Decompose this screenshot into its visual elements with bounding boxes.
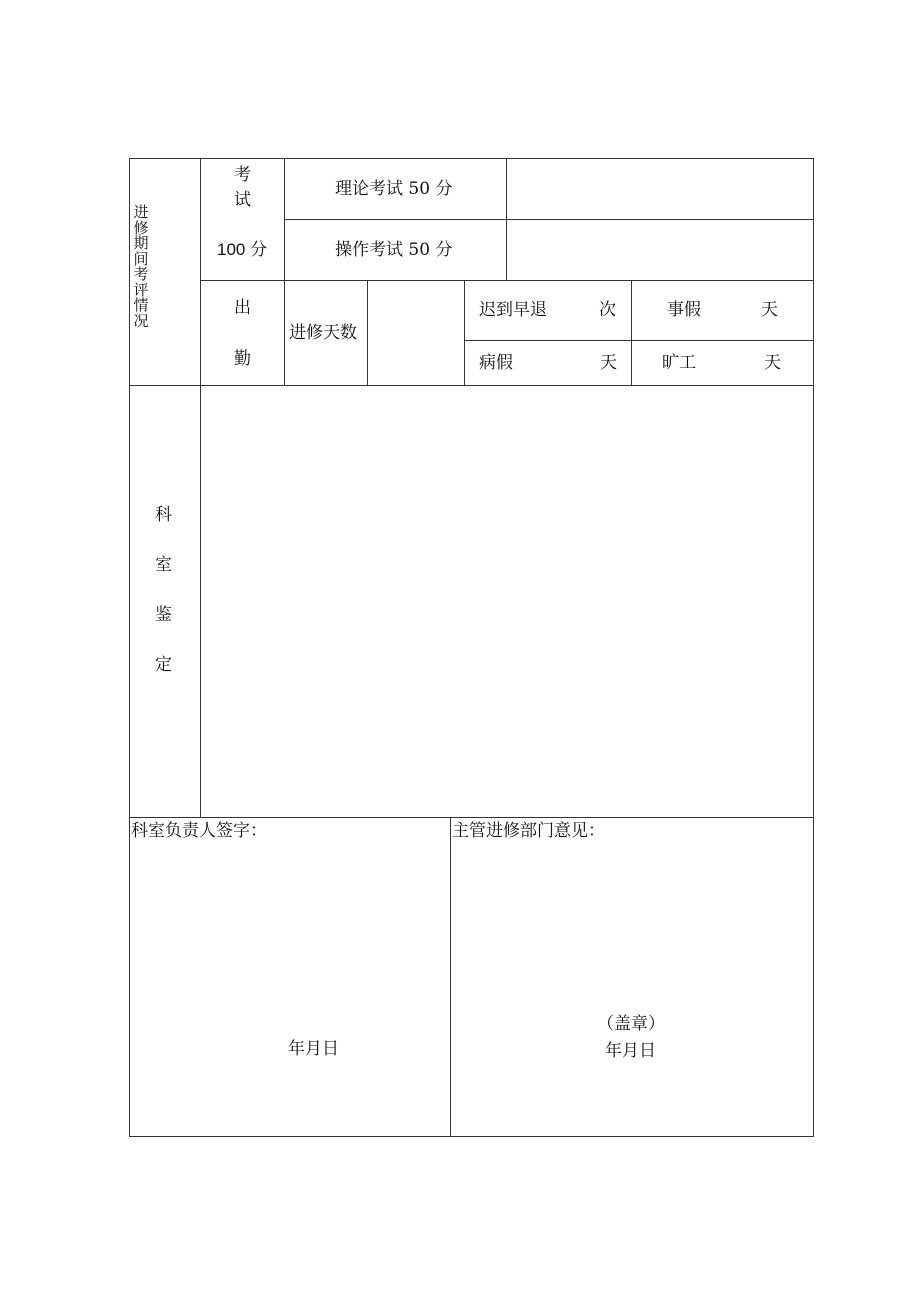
section-label-char: 间	[133, 249, 149, 268]
late-early-label: 迟到早退	[479, 300, 547, 320]
sick-leave-label: 病假	[479, 353, 513, 373]
divider-exam-attendance	[200, 280, 814, 281]
admin-opinion-label: 主管进修部门意见：	[452, 821, 605, 841]
attendance-label-top: 出	[234, 298, 251, 318]
section-label-char: 考	[133, 265, 149, 283]
absent-label: 旷工	[662, 353, 696, 373]
dept-eval-char: 鉴	[155, 605, 172, 625]
section-label-char: 评	[133, 280, 149, 299]
admin-stamp: （盖章）	[597, 1014, 665, 1034]
dept-evaluation-field[interactable]	[201, 386, 813, 817]
section-label-char: 修	[133, 218, 149, 237]
border-right	[813, 158, 814, 1136]
border-left	[129, 158, 130, 1136]
border-bottom	[129, 1136, 814, 1137]
dept-eval-char: 科	[155, 505, 172, 525]
section-label-char: 期	[133, 234, 149, 252]
attendance-label-bottom: 勤	[234, 349, 251, 369]
exam-label-top: 考	[234, 165, 251, 185]
exam-total: 100 分	[217, 240, 268, 259]
dept-head-signature-label: 科室负责人签字：	[131, 821, 267, 841]
dept-eval-char: 室	[155, 555, 172, 575]
section-label-char: 况	[133, 311, 149, 330]
training-days-label: 进修天数	[289, 323, 357, 343]
section-label-char: 情	[133, 296, 149, 314]
theory-score-field[interactable]	[507, 159, 813, 219]
training-days-field[interactable]	[368, 281, 464, 385]
section-label-vertical	[132, 205, 150, 329]
practical-exam-label: 操作考试 50 分	[335, 240, 453, 260]
personal-leave-label: 事假	[667, 300, 701, 320]
personal-leave-unit: 天	[761, 300, 778, 320]
divider-leave-columns	[631, 280, 632, 385]
divider-evaluation-signature	[129, 817, 814, 818]
divider-leave	[464, 340, 814, 341]
late-early-unit: 次	[599, 300, 616, 320]
dept-head-date: 年月日	[288, 1039, 339, 1059]
exam-label-bottom: 试	[234, 190, 251, 210]
divider-exam-label	[284, 158, 285, 385]
section-label-char: 进	[133, 203, 149, 221]
divider-days-value	[464, 280, 465, 385]
theory-exam-label: 理论考试 50 分	[335, 179, 453, 199]
absent-unit: 天	[764, 353, 781, 373]
sick-leave-unit: 天	[600, 353, 617, 373]
practical-score-field[interactable]	[507, 220, 813, 280]
divider-signature-columns	[450, 817, 451, 1136]
admin-date: 年月日	[605, 1041, 656, 1061]
dept-eval-char: 定	[155, 655, 172, 675]
